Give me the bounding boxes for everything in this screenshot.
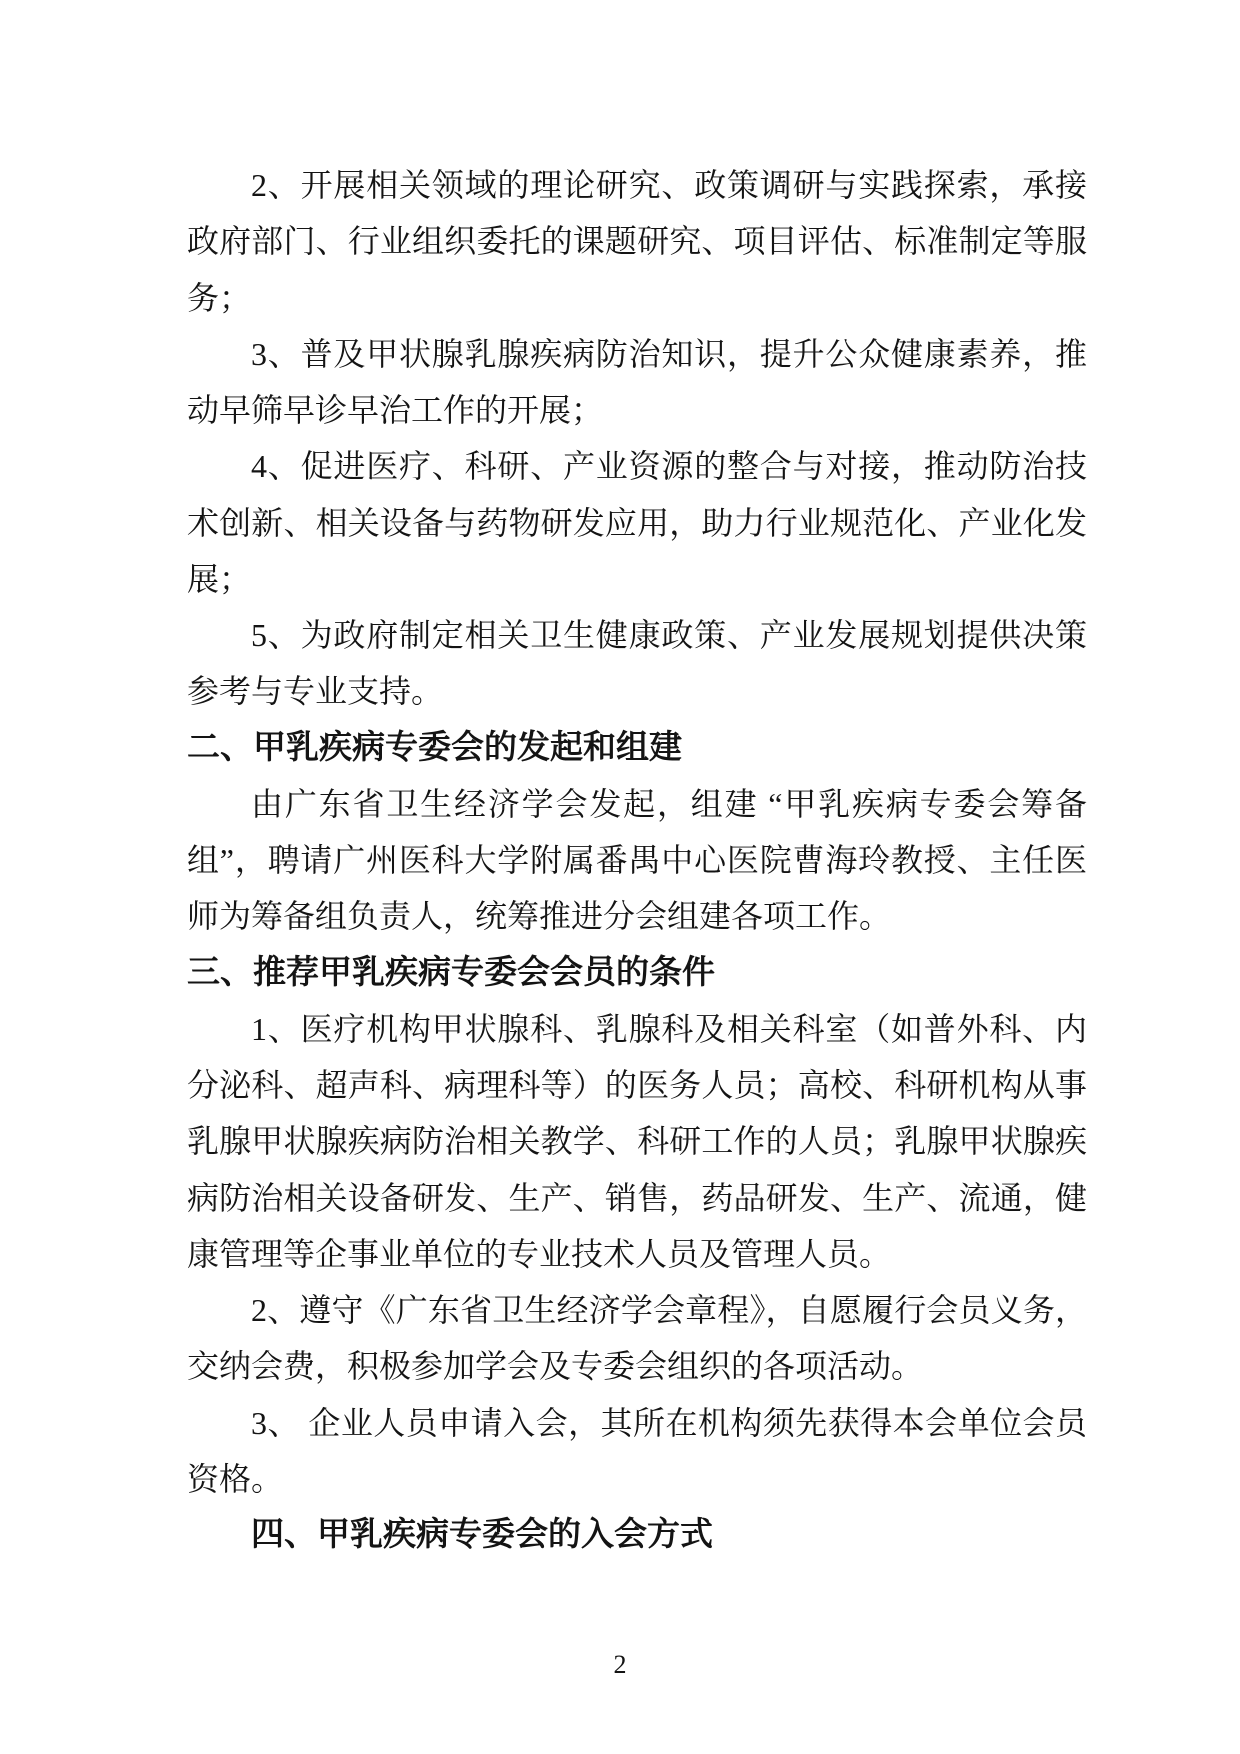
document-body [187,157,1087,1563]
body-paragraph: 2、开展相关领域的理论研究、政策调研与实践探索，承接政府部门、行业组织委托的课题研究、项目评估、标准制定等服务； [187,167,1087,316]
body-paragraph: 2、遵守《广东省卫生经济学会章程》，自愿履行会员义务，交纳会费，积极参加学会及专委会组织的各项活动。 [187,1292,1087,1385]
body-paragraph: 4、促进医疗、科研、产业资源的整合与对接，推动防治技术创新、相关设备与药物研发应用，助力行业规范化、产业化发展； [187,448,1087,597]
page-number: 2 [613,1650,627,1679]
section-heading: 四、甲乳疾病专委会的入会方式 [251,1517,713,1553]
body-paragraph: 1、医疗机构甲状腺科、乳腺科及相关科室（如普外科、内分泌科、超声科、病理科等）的医务人员；高校、科研机构从事乳腺甲状腺疾病防治相关教学、科研工作的人员；乳腺甲状腺疾病防治相关设备研发、生产、销售，药品研发、生产、流通，健康管理等企事业单位的专业技术人员及管理人员。 [187,1010,1087,1272]
body-paragraph: 5、为政府制定相关卫生健康政策、产业发展规划提供决策参考与专业支持。 [187,617,1087,710]
section-heading: 二、甲乳疾病专委会的发起和组建 [187,729,682,766]
body-paragraph: 由广东省卫生经济学会发起，组建 “甲乳疾病专委会筹备组”，聘请广州医科大学附属番禺中心医院曹海玲教授、主任医师为筹备组负责人，统筹推进分会组建各项工作。 [187,785,1087,935]
body-paragraph: 3、 企业人员申请入会，其所在机构须先获得本会单位会员资格。 [187,1404,1087,1497]
section-heading: 三、推荐甲乳疾病专委会会员的条件 [187,954,715,991]
body-paragraph: 3、普及甲状腺乳腺疾病防治知识，提升公众健康素养，推动早筛早诊早治工作的开展； [187,335,1087,428]
